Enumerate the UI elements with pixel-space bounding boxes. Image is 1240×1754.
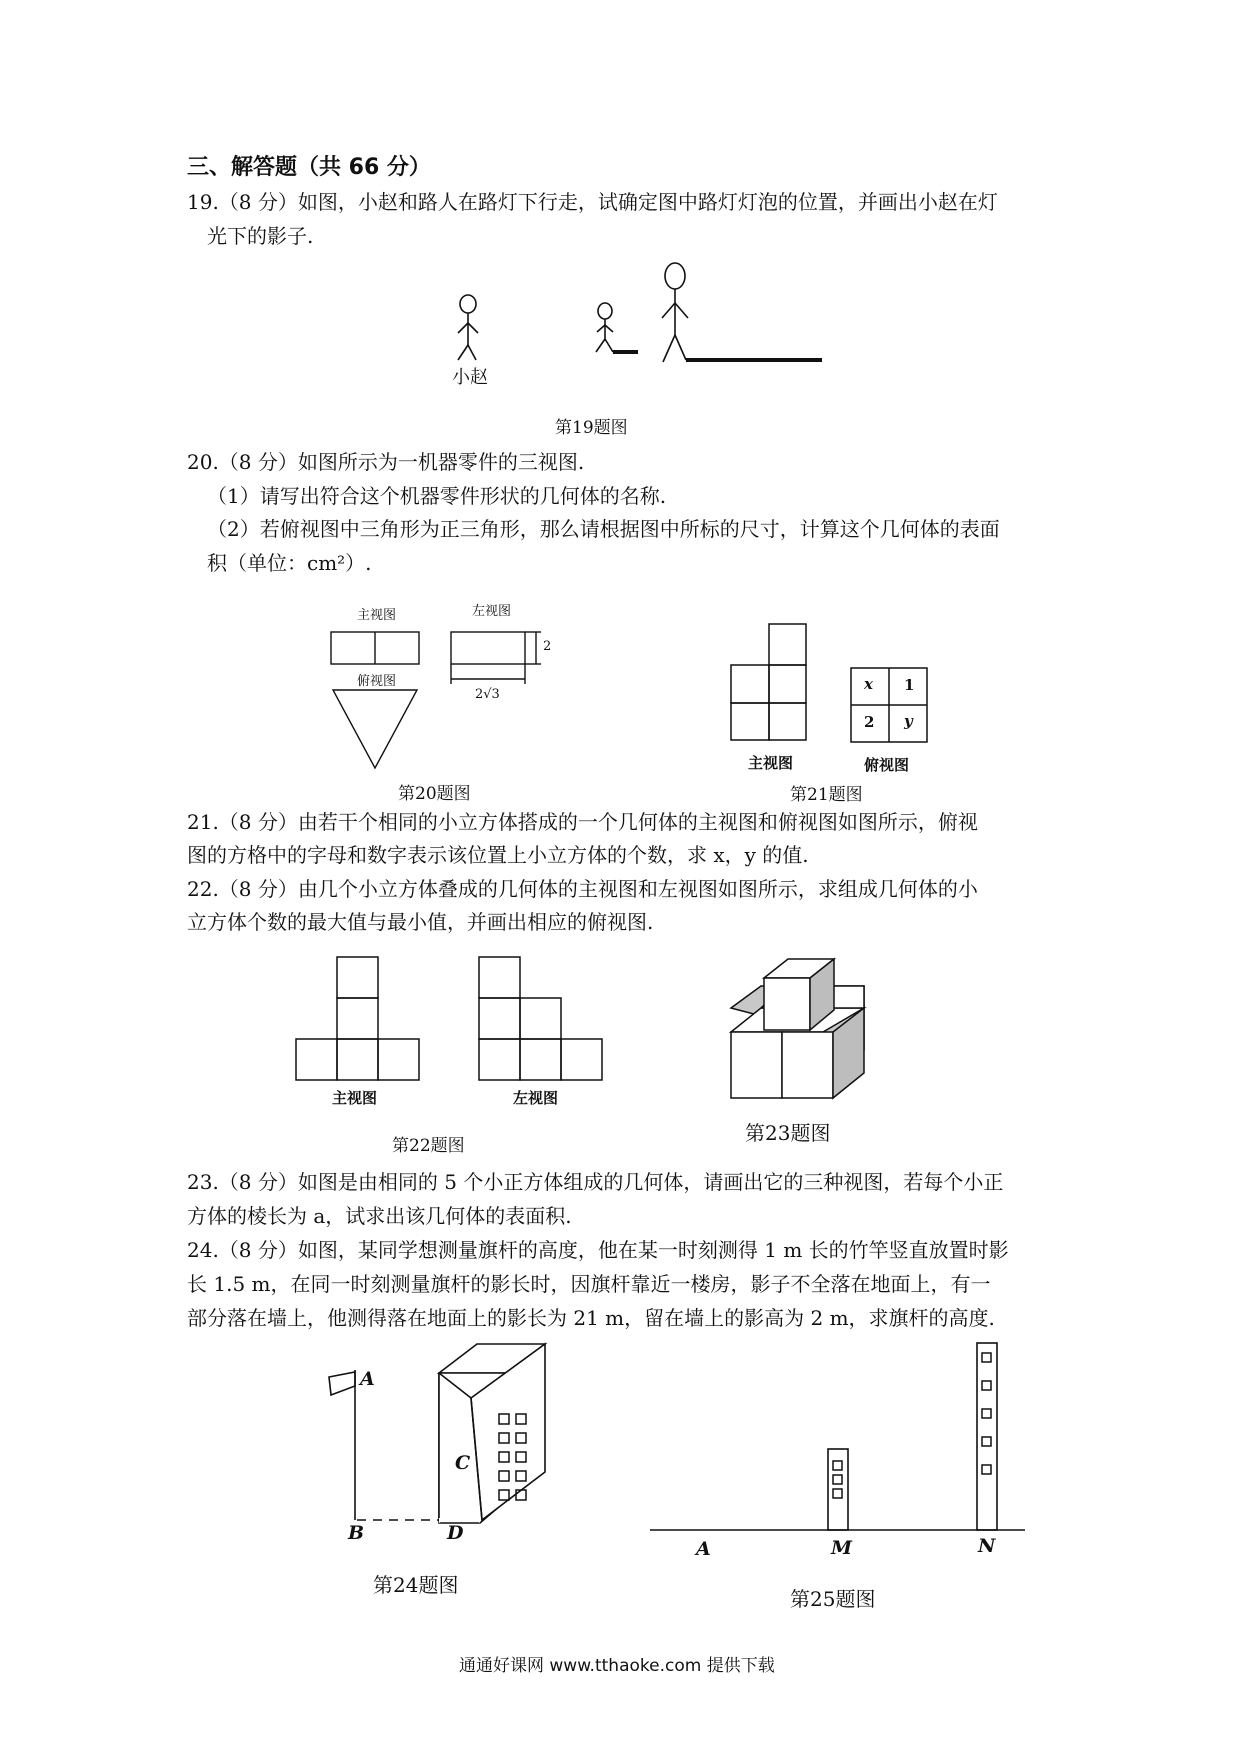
- q25-label-n: N: [978, 1535, 996, 1557]
- q22-text-line1: 22.（8 分）由几个小立方体叠成的几何体的主视图和左视图如图所示，求组成几何体的小: [187, 877, 978, 901]
- q22-left-view-label: 左视图: [513, 1089, 559, 1107]
- footer-text: 通通好课网 www.tthaoke.com 提供下载: [459, 1656, 775, 1676]
- q20-text-line3: （2）若俯视图中三角形为正三角形，那么请根据图中所标的尺寸，计算这个几何体的表面: [207, 517, 1000, 541]
- q23-text-line2: 方体的棱长为 a，试求出该几何体的表面积.: [187, 1204, 572, 1228]
- q19-text-line1: 19.（8 分）如图，小赵和路人在路灯下行走，试确定图中路灯灯泡的位置，并画出小赵在灯: [187, 190, 998, 214]
- q20-top-view-label: 俯视图: [357, 674, 397, 689]
- q20-dim-height: 2: [543, 639, 552, 654]
- q20-text-line1: 20.（8 分）如图所示为一机器零件的三视图.: [187, 450, 585, 474]
- q25-label-a: A: [696, 1538, 711, 1560]
- q24-text-line3: 部分落在墙上，他测得落在地面上的影长为 21 m，留在墙上的影高为 2 m，求旗杆的高度.: [187, 1306, 995, 1330]
- q23-caption: 第23题图: [745, 1121, 831, 1145]
- q24-label-d: D: [447, 1522, 464, 1544]
- q25-caption: 第25题图: [790, 1587, 876, 1611]
- q21-cell-x: x: [864, 675, 873, 693]
- q21-cell-1: 1: [904, 676, 915, 694]
- q25-label-m: M: [831, 1537, 853, 1559]
- q20-front-view-label: 主视图: [357, 608, 397, 623]
- q20-left-view-label: 左视图: [472, 604, 512, 619]
- q24-text-line2: 长 1.5 m，在同一时刻测量旗杆的影长时，因旗杆靠近一楼房，影子不全落在地面上，有一: [187, 1272, 991, 1296]
- q21-top-view-label: 俯视图: [864, 756, 910, 774]
- q22-caption: 第22题图: [392, 1136, 465, 1156]
- q21-caption: 第21题图: [790, 785, 863, 805]
- q24-caption: 第24题图: [373, 1573, 459, 1597]
- q20-caption: 第20题图: [398, 784, 471, 804]
- q20-dim-width: 2√3: [475, 687, 500, 702]
- q24-text-line1: 24.（8 分）如图，某同学想测量旗杆的高度，他在某一时刻测得 1 m 长的竹竿竖直放置时影: [187, 1238, 1009, 1262]
- q19-person-label: 小赵: [452, 367, 488, 388]
- q21-front-view-label: 主视图: [748, 754, 794, 772]
- q20-text-line2: （1）请写出符合这个机器零件形状的几何体的名称.: [207, 484, 667, 508]
- q24-label-a: A: [360, 1368, 375, 1390]
- q21-cell-2: 2: [864, 713, 875, 731]
- q22-text-line2: 立方体个数的最大值与最小值，并画出相应的俯视图.: [187, 910, 654, 934]
- q21-text-line2: 图的方格中的字母和数字表示该位置上小立方体的个数，求 x，y 的值.: [187, 843, 809, 867]
- q21-text-line1: 21.（8 分）由若干个相同的小立方体搭成的一个几何体的主视图和俯视图如图所示，俯视: [187, 810, 978, 834]
- q19-caption: 第19题图: [555, 418, 628, 438]
- q24-label-c: C: [455, 1452, 471, 1474]
- q22-front-view-label: 主视图: [332, 1089, 378, 1107]
- q24-label-b: B: [348, 1522, 365, 1544]
- q19-text-line2: 光下的影子.: [207, 224, 314, 248]
- q23-text-line1: 23.（8 分）如图是由相同的 5 个小正方体组成的几何体，请画出它的三种视图，若每个小正: [187, 1170, 1004, 1194]
- q20-text-line4: 积（单位：cm²）.: [207, 551, 372, 575]
- q21-cell-y: y: [904, 712, 913, 730]
- section-title: 三、解答题（共 66 分）: [187, 155, 431, 180]
